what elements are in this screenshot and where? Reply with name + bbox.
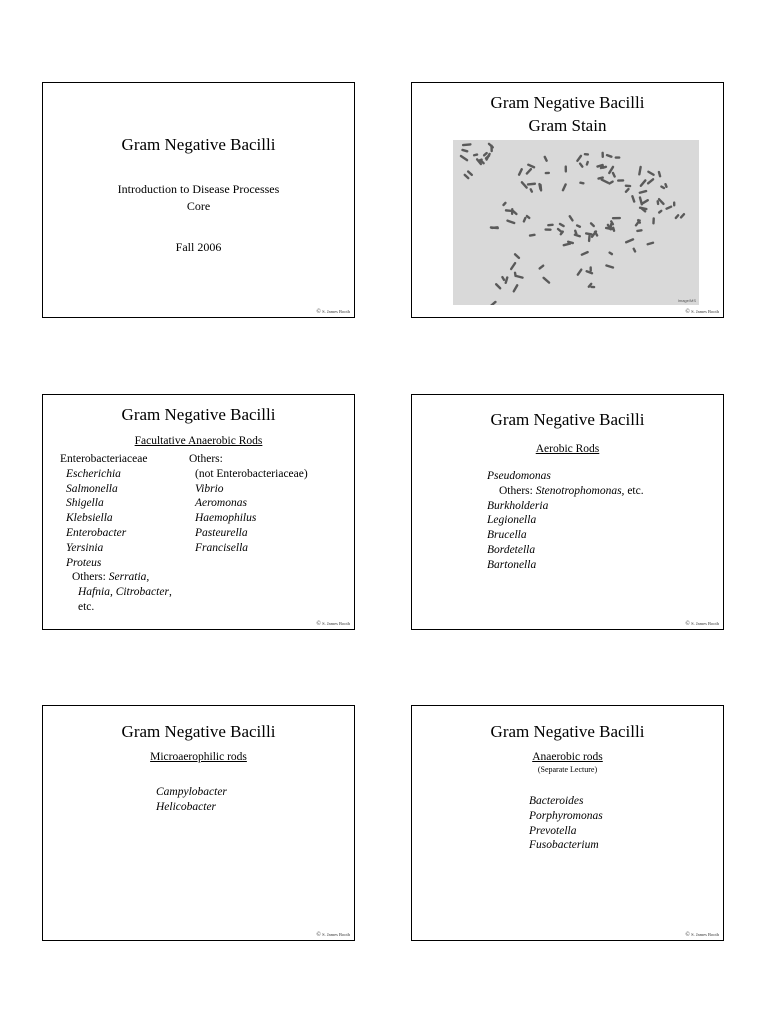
list-item: Pasteurella	[195, 526, 248, 539]
list-item: Francisella	[195, 541, 249, 554]
list-item: Klebsiella	[66, 512, 113, 525]
copyright-notice: © S. James Booth	[316, 621, 350, 627]
bacillus-rod	[522, 216, 527, 223]
bacillus-rod	[584, 153, 590, 156]
bacillus-rod	[462, 143, 472, 146]
bacillus-rod	[641, 199, 649, 205]
bacillus-rod	[576, 154, 583, 162]
slide-title: Gram Negative Bacilli	[490, 93, 645, 112]
bacillus-rod	[639, 179, 647, 188]
bacillus-rod	[588, 234, 591, 242]
bacillus-rod	[578, 162, 584, 168]
bacillus-rod	[652, 217, 655, 224]
bacillus-rod	[490, 300, 498, 305]
list-note: (not Enterobacteriaceae)	[195, 467, 308, 480]
copyright-notice: © S. James Booth	[316, 932, 350, 938]
bacillus-rod	[590, 286, 595, 289]
list-item: Enterobacter	[66, 526, 127, 539]
list-item: Salmonella	[66, 482, 118, 495]
copyright-icon: ©	[316, 621, 321, 627]
other-rods-list	[189, 452, 308, 556]
term-label: Fall 2006	[175, 240, 222, 254]
others-line: Others: Serratia,	[72, 571, 150, 584]
slide-subtitle: Microaerophilic rods	[150, 751, 247, 763]
bacillus-rod	[625, 184, 632, 187]
bacillus-rod	[625, 238, 635, 244]
bacillus-rod	[545, 172, 550, 175]
bacillus-rod	[636, 229, 643, 232]
list-item: Bordetella	[487, 543, 536, 556]
bacillus-rod	[632, 247, 637, 253]
bacillus-rod	[576, 224, 582, 228]
bacillus-rod	[579, 181, 585, 184]
bacillus-rod	[539, 184, 542, 192]
list-item: Porphyromonas	[529, 809, 603, 822]
bacillus-rod	[466, 170, 473, 177]
copyright-icon: ©	[685, 621, 690, 627]
bacillus-rod	[660, 185, 666, 190]
slide-5	[42, 705, 355, 941]
list-item: Burkholderia	[487, 499, 549, 512]
list-item: Yersinia	[66, 541, 104, 554]
bacillus-rod	[665, 205, 673, 210]
list-item: Brucella	[487, 529, 527, 542]
bacillus-rod	[611, 171, 616, 178]
bacillus-rod	[568, 215, 574, 222]
list-header: Others:	[189, 453, 223, 465]
bacillus-rod	[494, 283, 501, 290]
bacillus-rod	[506, 219, 516, 224]
slide-title: Gram Negative Bacilli	[490, 410, 645, 429]
bacillus-rod	[525, 167, 532, 175]
bacillus-rod	[463, 173, 470, 180]
list-item: Shigella	[66, 497, 104, 510]
slide-title: Gram Negative Bacilli	[490, 722, 645, 741]
list-item: Prevotella	[529, 824, 577, 837]
bacillus-rod	[638, 166, 642, 176]
bacillus-rod	[679, 212, 685, 219]
bacillus-rod	[576, 268, 583, 276]
bacillus-rod	[589, 222, 595, 228]
enterobacteriaceae-list	[60, 452, 172, 615]
list-header: Enterobacteriaceae	[60, 453, 148, 465]
micrograph-bacilli	[453, 140, 699, 305]
bacillus-rod	[631, 195, 636, 203]
bacillus-rod	[647, 170, 655, 176]
bacillus-rod	[509, 261, 516, 270]
bacillus-rod	[601, 152, 604, 158]
bacillus-rod	[514, 271, 517, 277]
bacillus-rod	[513, 253, 520, 260]
bacillus-rod	[585, 270, 593, 275]
slide-4	[411, 394, 724, 630]
slide-subtitle: Aerobic Rods	[535, 443, 600, 455]
bacillus-rod	[657, 171, 661, 178]
list-item: Pseudomonas	[487, 470, 551, 482]
bacillus-rod	[608, 251, 614, 256]
list-item: Campylobacter	[156, 786, 227, 798]
micrograph-label: Image/MS	[677, 298, 696, 303]
bacillus-rod	[580, 251, 589, 257]
list-item: Bartonella	[487, 558, 537, 571]
copyright-icon: ©	[316, 309, 321, 315]
slide-1	[42, 82, 355, 318]
bacillus-rod	[615, 156, 621, 158]
bacillus-rod	[638, 190, 647, 195]
list-item: Proteus	[66, 556, 102, 569]
bacillus-rod	[673, 201, 675, 206]
bacillus-rod	[657, 209, 662, 214]
list-item: Aeromonas	[195, 497, 247, 510]
bacillus-rod	[547, 224, 554, 227]
copyright-notice: © S. James Booth	[316, 309, 350, 315]
bacillus-rod	[605, 264, 614, 269]
bacillus-rod	[624, 187, 630, 193]
copyright-icon: ©	[685, 309, 690, 315]
bacillus-rod	[589, 266, 591, 272]
list-item: Fusobacterium	[529, 839, 599, 852]
bacillus-rod	[538, 264, 545, 270]
bacillus-rod	[617, 179, 624, 182]
bacillus-rod	[501, 275, 506, 281]
slide-title: Gram Negative Bacilli	[121, 135, 276, 154]
microaerophilic-rods-list	[156, 785, 227, 815]
gram-stain-micrograph	[453, 140, 699, 305]
bacillus-rod	[565, 165, 568, 172]
bacillus-rod	[558, 222, 565, 227]
others-line: etc.	[78, 600, 95, 613]
bacillus-rod	[544, 228, 551, 231]
slide-subtitle: Facultative Anaerobic Rods	[134, 435, 263, 447]
slide-title: Gram Negative Bacilli	[121, 405, 276, 424]
bacillus-rod	[527, 182, 536, 185]
bacillus-rod	[473, 153, 479, 157]
copyright-notice: © S. James Booth	[685, 621, 719, 627]
course-subline: Core	[186, 199, 211, 213]
copyright-icon: ©	[316, 932, 321, 938]
bacillus-rod	[646, 241, 654, 245]
slide-6	[411, 705, 724, 941]
slide-subtitle: Gram Stain	[528, 116, 607, 135]
bacillus-rod	[561, 183, 567, 192]
lecture-note: (Separate Lecture)	[537, 765, 598, 774]
aerobic-rods-list	[487, 469, 644, 573]
bacillus-rod	[542, 276, 551, 284]
course-line: Introduction to Disease Processes	[117, 182, 280, 196]
slide-3	[42, 394, 355, 630]
slide-2	[411, 82, 724, 318]
list-item: Bacteroides	[529, 795, 584, 807]
bacillus-rod	[585, 160, 589, 166]
bacillus-rod	[606, 154, 613, 159]
bacillus-rod	[502, 201, 507, 207]
list-item: Legionella	[487, 514, 537, 527]
bacillus-rod	[459, 154, 468, 161]
list-item: Escherichia	[66, 467, 121, 480]
slide-subtitle: Anaerobic rods	[532, 751, 603, 763]
copyright-icon: ©	[685, 932, 690, 938]
bacillus-rod	[490, 144, 493, 152]
anaerobic-rods-list	[529, 794, 603, 853]
bacillus-rod	[529, 233, 536, 237]
bacillus-rod	[461, 148, 469, 152]
bacillus-rod	[512, 284, 519, 293]
bacillus-rod	[612, 217, 621, 220]
copyright-notice: © S. James Booth	[685, 932, 719, 938]
list-item: Haemophilus	[195, 512, 257, 525]
others-line: Others: Stenotrophomonas, etc.	[499, 484, 644, 497]
bacillus-rod	[646, 178, 654, 185]
list-item: Vibrio	[195, 482, 224, 495]
bacillus-rod	[674, 214, 680, 220]
others-line: Hafnia, Citrobacter,	[78, 586, 172, 599]
bacillus-rod	[543, 155, 548, 162]
bacillus-rod	[505, 209, 512, 212]
list-item: Helicobacter	[156, 800, 217, 813]
slide-title: Gram Negative Bacilli	[121, 722, 276, 741]
copyright-notice: © S. James Booth	[685, 309, 719, 315]
bacillus-rod	[529, 188, 533, 194]
bacillus-rod	[517, 168, 523, 177]
